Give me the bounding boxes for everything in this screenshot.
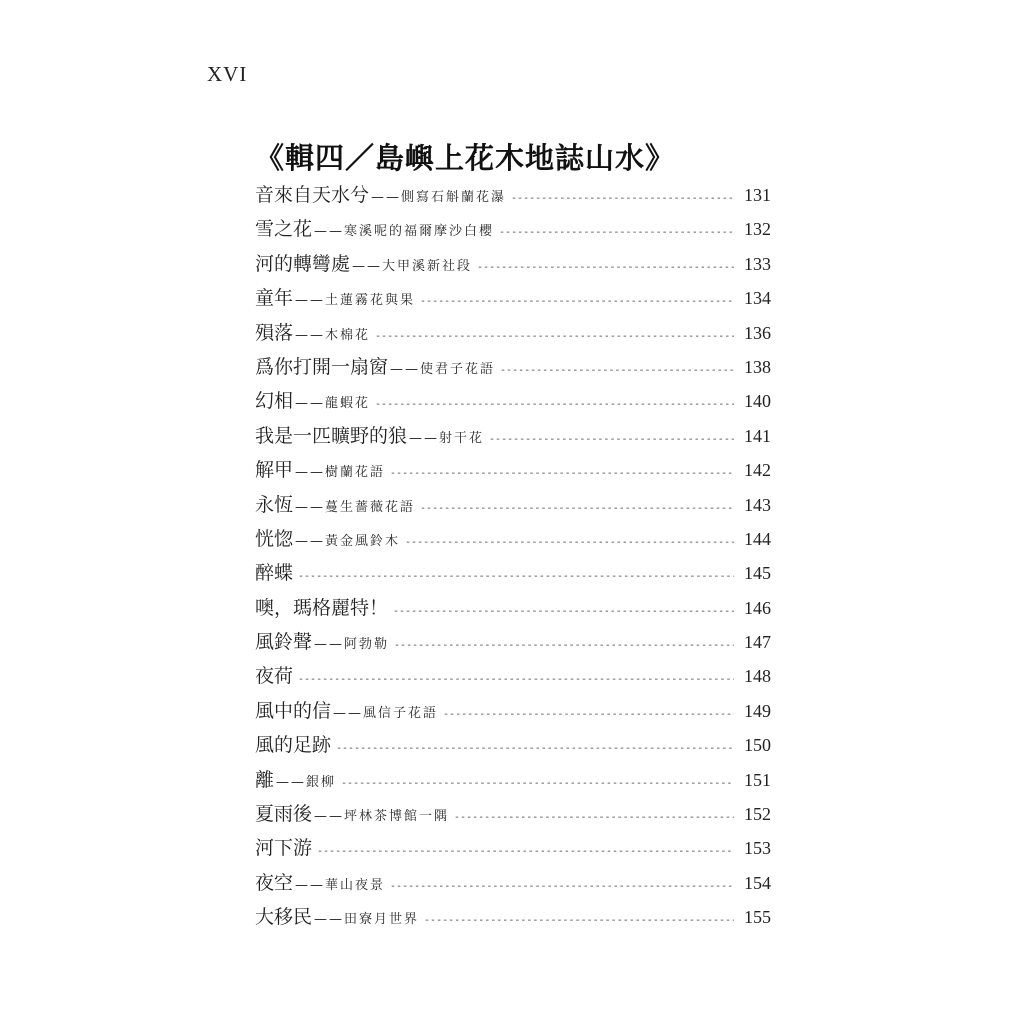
toc-entry bbox=[255, 627, 771, 661]
toc-dot-leader bbox=[420, 296, 734, 307]
toc-entry-subtitle: ——射干花 bbox=[409, 430, 485, 446]
toc-entry bbox=[255, 799, 771, 833]
toc-entry-page-number: 146 bbox=[744, 597, 771, 618]
toc-entry-subtitle: ——土蓮霧花與果 bbox=[295, 293, 416, 309]
toc-entry-subtitle: ——黃金風鈴木 bbox=[295, 533, 401, 549]
toc-entry-page-number: 143 bbox=[744, 494, 771, 515]
toc-entry-title: 殞落 bbox=[255, 321, 294, 344]
toc-entry bbox=[255, 180, 771, 214]
toc-entry-title: 河下游 bbox=[255, 837, 313, 860]
toc-dot-leader bbox=[341, 778, 734, 789]
toc-dot-leader bbox=[390, 881, 734, 892]
toc-entry bbox=[255, 490, 771, 524]
toc-entry-title: 大移民 bbox=[255, 906, 313, 929]
toc-entry bbox=[255, 352, 771, 386]
toc-entry bbox=[255, 283, 771, 317]
toc-entry-title: 恍惚 bbox=[255, 527, 294, 550]
toc-dot-leader bbox=[375, 399, 734, 410]
toc-entry-title: 幻相 bbox=[255, 390, 294, 413]
toc-entry bbox=[255, 868, 771, 902]
toc-dot-leader bbox=[336, 743, 734, 754]
toc-entry bbox=[255, 249, 771, 283]
toc-entry-title: 童年 bbox=[255, 287, 294, 310]
toc-dot-leader bbox=[443, 709, 734, 720]
toc-entry-title: 永恆 bbox=[255, 493, 294, 516]
toc-entry-title: 河的轉彎處 bbox=[255, 252, 351, 275]
toc-dot-leader bbox=[511, 193, 734, 204]
toc-entry-subtitle: ——蔓生薔薇花語 bbox=[295, 499, 416, 515]
toc-entry bbox=[255, 558, 771, 592]
toc-entry bbox=[255, 696, 771, 730]
toc-entry-page-number: 147 bbox=[744, 632, 771, 653]
toc-entry bbox=[255, 765, 771, 799]
toc-dot-leader bbox=[317, 846, 734, 857]
toc-entry-subtitle: ——風信子花語 bbox=[333, 705, 439, 721]
toc-entry bbox=[255, 455, 771, 489]
toc-dot-leader bbox=[298, 674, 734, 685]
toc-entry-title: 夏雨後 bbox=[255, 803, 313, 826]
toc-entry bbox=[255, 318, 771, 352]
toc-entry-subtitle: ——使君子花語 bbox=[390, 361, 496, 377]
toc-dot-leader bbox=[394, 640, 734, 651]
toc-entry-page-number: 141 bbox=[744, 425, 771, 446]
toc-entry-page-number: 153 bbox=[744, 838, 771, 859]
toc-dot-leader bbox=[454, 812, 734, 823]
toc-entry-title: 風的足跡 bbox=[255, 734, 332, 757]
toc-entry-title: 風中的信 bbox=[255, 699, 332, 722]
toc-entry-page-number: 150 bbox=[744, 735, 771, 756]
toc-dot-leader bbox=[500, 365, 734, 376]
toc-entry-title: 離 bbox=[255, 768, 275, 791]
toc-dot-leader bbox=[405, 537, 734, 548]
toc-dot-leader bbox=[424, 915, 734, 926]
toc-entry-subtitle: ——寒溪呢的福爾摩沙白櫻 bbox=[314, 224, 495, 240]
toc-entry bbox=[255, 214, 771, 248]
toc-dot-leader bbox=[420, 503, 734, 514]
toc-entry-page-number: 138 bbox=[744, 356, 771, 377]
toc-entry bbox=[255, 730, 771, 764]
toc-entry-page-number: 133 bbox=[744, 253, 771, 274]
toc-entry-page-number: 145 bbox=[744, 563, 771, 584]
table-of-contents bbox=[255, 180, 771, 937]
toc-entry-title: 噢，瑪格麗特！ bbox=[255, 596, 389, 619]
toc-entry bbox=[255, 661, 771, 695]
toc-entry-subtitle: ——龍蝦花 bbox=[295, 396, 371, 412]
toc-entry-page-number: 154 bbox=[744, 872, 771, 893]
toc-entry-page-number: 132 bbox=[744, 219, 771, 240]
toc-entry-title: 音來自天水兮 bbox=[255, 184, 370, 206]
toc-entry-page-number: 131 bbox=[744, 185, 771, 205]
toc-entry-subtitle: ——樹蘭花語 bbox=[295, 465, 386, 481]
toc-entry-title: 夜空 bbox=[255, 871, 294, 894]
toc-entry-title: 醉蝶 bbox=[255, 562, 294, 585]
toc-entry bbox=[255, 902, 771, 936]
toc-entry-subtitle: ——銀柳 bbox=[276, 774, 337, 790]
toc-entry-page-number: 136 bbox=[744, 322, 771, 343]
toc-dot-leader bbox=[477, 262, 734, 273]
toc-entry-page-number: 134 bbox=[744, 288, 771, 309]
toc-entry bbox=[255, 524, 771, 558]
toc-entry-subtitle: ——大甲溪新社段 bbox=[352, 258, 473, 274]
toc-entry-subtitle: ——坪林茶博館一隅 bbox=[314, 809, 450, 825]
toc-entry-subtitle: ——木棉花 bbox=[295, 327, 371, 343]
toc-dot-leader bbox=[298, 571, 734, 582]
toc-entry bbox=[255, 386, 771, 420]
toc-entry-title: 我是一匹曠野的狼 bbox=[255, 424, 408, 447]
toc-entry-subtitle: ——田寮月世界 bbox=[314, 912, 420, 928]
toc-entry-title: 夜荷 bbox=[255, 665, 294, 688]
toc-entry-title: 爲你打開一扇窗 bbox=[255, 355, 389, 378]
toc-entry-subtitle: ——阿勃勒 bbox=[314, 637, 390, 653]
toc-entry-title: 風鈴聲 bbox=[255, 631, 313, 654]
toc-entry-subtitle: ——側寫石斛蘭花瀑 bbox=[371, 190, 507, 205]
page-folio: XVI bbox=[207, 62, 248, 86]
toc-entry-title: 雪之花 bbox=[255, 218, 313, 241]
toc-entry-page-number: 152 bbox=[744, 804, 771, 825]
toc-entry bbox=[255, 421, 771, 455]
toc-entry-subtitle: ——華山夜景 bbox=[295, 877, 386, 893]
toc-entry-page-number: 142 bbox=[744, 460, 771, 481]
toc-entry-page-number: 140 bbox=[744, 391, 771, 412]
toc-entry-page-number: 149 bbox=[744, 700, 771, 721]
toc-entry-page-number: 144 bbox=[744, 528, 771, 549]
toc-dot-leader bbox=[390, 468, 734, 479]
toc-dot-leader bbox=[375, 331, 734, 342]
toc-entry-title: 解甲 bbox=[255, 459, 294, 482]
toc-entry-page-number: 148 bbox=[744, 666, 771, 687]
toc-entry bbox=[255, 833, 771, 867]
section-title: 《輯四／島嶼上花木地誌山水》 bbox=[255, 141, 676, 175]
toc-entry-page-number: 155 bbox=[744, 907, 771, 928]
toc-entry-page-number: 151 bbox=[744, 769, 771, 790]
toc-dot-leader bbox=[499, 227, 734, 238]
toc-entry bbox=[255, 593, 771, 627]
toc-dot-leader bbox=[393, 606, 734, 617]
toc-dot-leader bbox=[489, 434, 734, 445]
